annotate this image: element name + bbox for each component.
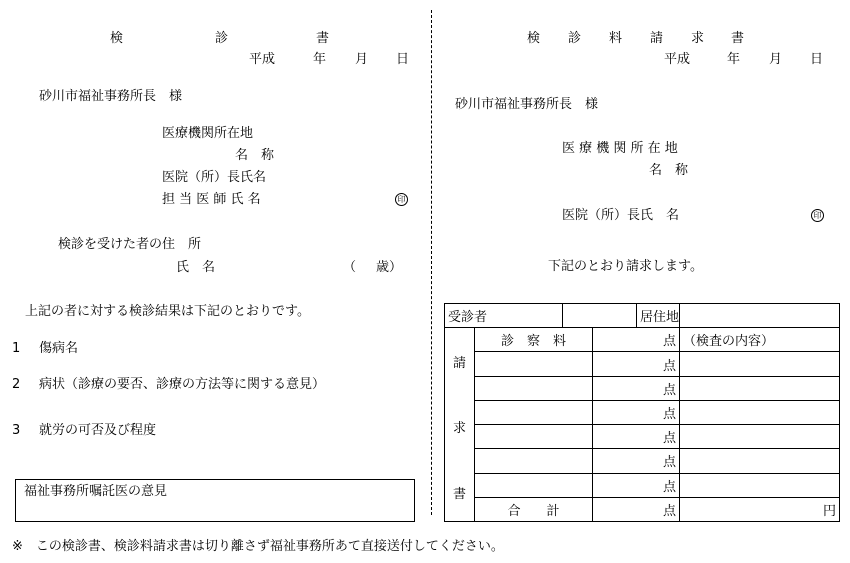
item-text: 傷病名 bbox=[39, 341, 79, 356]
right-title-char: 診 bbox=[568, 31, 582, 46]
left-title-char: 診 bbox=[215, 31, 229, 46]
table-row bbox=[445, 425, 840, 449]
content-cell bbox=[680, 400, 840, 424]
right-title-char: 求 bbox=[691, 31, 705, 46]
point-unit: 点 bbox=[593, 352, 680, 376]
item-text: 就労の可否及び程度 bbox=[39, 423, 157, 438]
point-unit: 点 bbox=[593, 449, 680, 473]
left-title-char: 検 bbox=[110, 31, 124, 46]
cut-line-divider bbox=[431, 10, 432, 515]
item-cell bbox=[475, 425, 593, 449]
left-examinee-name-label: 氏 名 bbox=[176, 260, 216, 275]
opinion-label: 福祉事務所嘱託医の意見 bbox=[24, 484, 168, 499]
item-text: 病状（診療の要否、診療の方法等に関する意見） bbox=[39, 377, 326, 392]
content-cell bbox=[680, 376, 840, 400]
content-label: （検査の内容） bbox=[680, 328, 840, 352]
opinion-box bbox=[15, 479, 415, 522]
right-addressee: 砂川市福祉事務所長 様 bbox=[455, 97, 599, 112]
item-number: 1 bbox=[12, 341, 21, 356]
point-unit: 点 bbox=[593, 497, 680, 521]
left-title-char: 書 bbox=[316, 31, 330, 46]
item-cell bbox=[475, 352, 593, 376]
left-examinee-address-label: 検診を受けた者の住 所 bbox=[58, 237, 202, 252]
item-cell bbox=[475, 400, 593, 424]
table-row bbox=[445, 352, 840, 376]
item-number: 3 bbox=[12, 423, 21, 438]
item-cell bbox=[475, 449, 593, 473]
right-date-month: 月 bbox=[769, 52, 783, 67]
residence-label: 居住地 bbox=[637, 304, 680, 328]
vertical-label-cell bbox=[445, 328, 475, 522]
vertical-char: 書 bbox=[452, 486, 466, 502]
left-date-era: 平成 bbox=[249, 52, 276, 67]
point-unit: 点 bbox=[593, 328, 680, 352]
residence-value-cell bbox=[680, 304, 840, 328]
right-title-char: 料 bbox=[609, 31, 623, 46]
right-title-char: 書 bbox=[731, 31, 745, 46]
fee-label: 診 察 料 bbox=[475, 328, 593, 352]
vertical-char: 求 bbox=[452, 421, 466, 437]
content-cell bbox=[680, 449, 840, 473]
vertical-char: 請 bbox=[452, 355, 466, 371]
total-label: 合 計 bbox=[475, 497, 593, 521]
footer-note: ※ この検診書、検診料請求書は切り離さず福祉事務所あて直接送付してください。 bbox=[12, 539, 504, 554]
point-unit: 点 bbox=[593, 376, 680, 400]
examinee-value-cell bbox=[563, 304, 637, 328]
item-cell bbox=[475, 376, 593, 400]
table-row bbox=[445, 328, 840, 352]
content-cell bbox=[680, 473, 840, 497]
left-intro: 上記の者に対する検診結果は下記のとおりです。 bbox=[25, 304, 310, 319]
fee-table bbox=[444, 303, 840, 522]
content-cell bbox=[680, 425, 840, 449]
content-cell bbox=[680, 352, 840, 376]
right-date-day: 日 bbox=[810, 52, 824, 67]
left-seal-icon: 印 bbox=[395, 193, 408, 206]
right-date-year: 年 bbox=[727, 52, 741, 67]
right-institution-name-label: 名 称 bbox=[649, 163, 689, 178]
yen-unit: 円 bbox=[680, 497, 840, 521]
table-row bbox=[445, 376, 840, 400]
left-addressee: 砂川市福祉事務所長 様 bbox=[39, 89, 183, 104]
right-director-label: 医院（所）長氏 名 bbox=[562, 208, 680, 223]
left-date-year: 年 bbox=[313, 52, 327, 67]
right-institution-address-label: 医 療 機 関 所 在 地 bbox=[562, 141, 678, 156]
point-unit: 点 bbox=[593, 400, 680, 424]
right-title-char: 請 bbox=[650, 31, 664, 46]
item-cell bbox=[475, 473, 593, 497]
table-row bbox=[445, 400, 840, 424]
point-unit: 点 bbox=[593, 425, 680, 449]
table-row bbox=[445, 497, 840, 521]
table-row bbox=[445, 473, 840, 497]
left-date-month: 月 bbox=[355, 52, 369, 67]
right-title-char: 検 bbox=[527, 31, 541, 46]
item-number: 2 bbox=[12, 377, 21, 392]
table-row bbox=[445, 449, 840, 473]
table-row bbox=[445, 304, 840, 328]
point-unit: 点 bbox=[593, 473, 680, 497]
left-director-label: 医院（所）長氏名 bbox=[162, 170, 267, 185]
right-seal-icon: 印 bbox=[811, 209, 824, 222]
left-institution-address-label: 医療機関所在地 bbox=[162, 126, 254, 141]
left-doctor-label: 担 当 医 師 氏 名 bbox=[162, 192, 261, 207]
left-institution-name-label: 名 称 bbox=[235, 148, 275, 163]
left-age-open: （ bbox=[343, 260, 357, 275]
left-age-close: 歳） bbox=[376, 260, 403, 275]
left-date-day: 日 bbox=[396, 52, 410, 67]
examinee-label: 受診者 bbox=[445, 304, 563, 328]
request-text: 下記のとおり請求します。 bbox=[548, 259, 703, 274]
right-date-era: 平成 bbox=[664, 52, 691, 67]
